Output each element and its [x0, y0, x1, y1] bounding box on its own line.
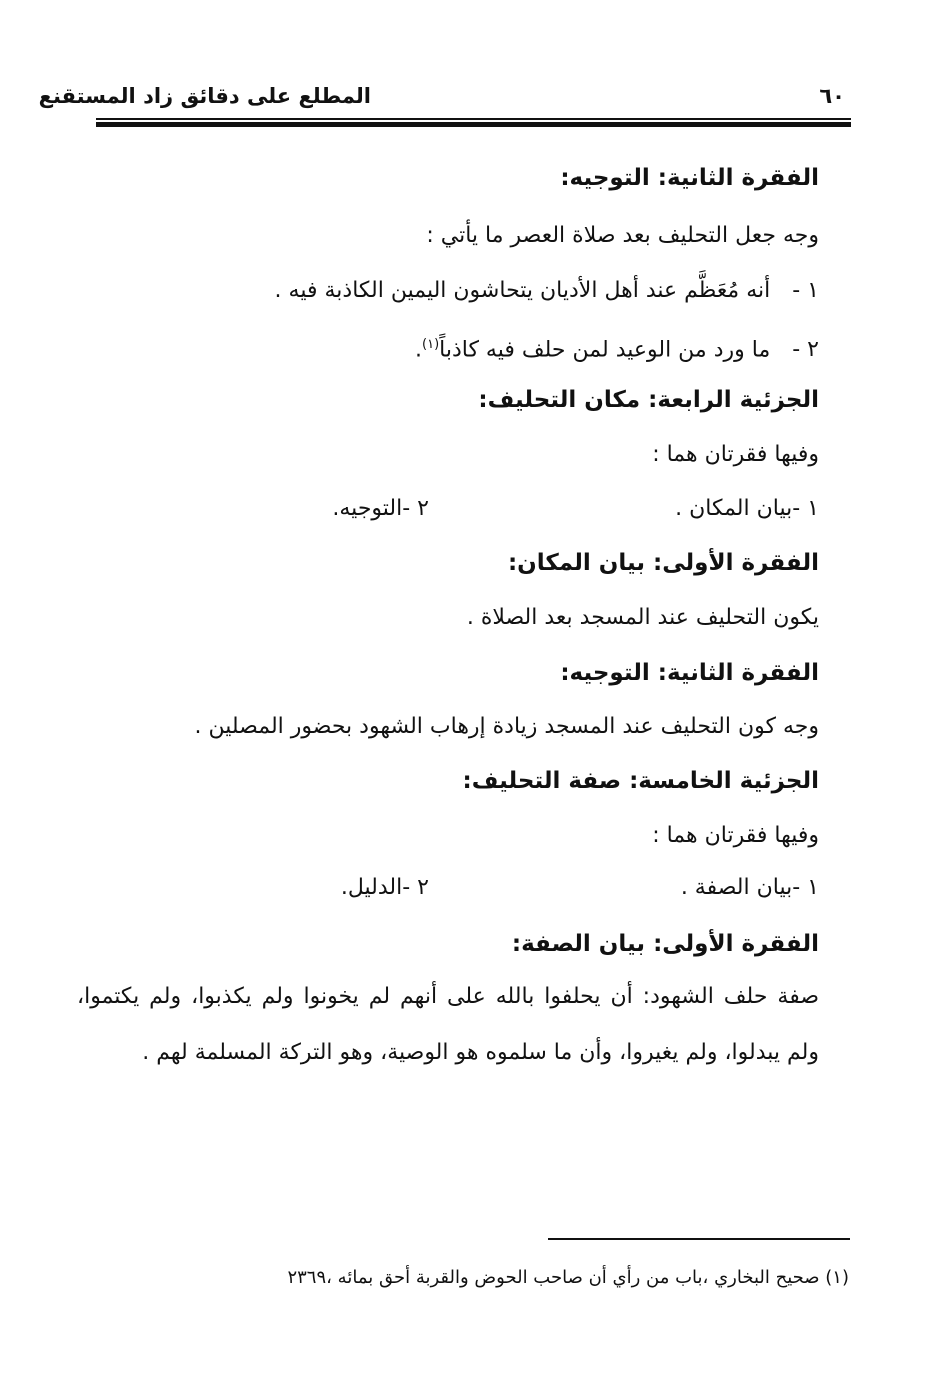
list-item: ١ -بيان الصفة .	[680, 875, 819, 900]
footnote: (١) صحيح البخاري ،باب من رأي أن صاحب الحوض والقربة أحق بمائه ،٢٣٦٩	[287, 1267, 849, 1288]
paragraph: وفيها فقرتان هما :	[652, 823, 819, 848]
list-item-text: أنه مُعَظَّم عند أهل الأديان يتحاشون اليمين الكاذبة فيه .	[274, 278, 771, 303]
section-heading: الجزئية الخامسة: صفة التحليف:	[462, 768, 819, 794]
section-heading: الفقرة الأولى: بيان الصفة:	[511, 931, 819, 957]
paragraph: وفيها فقرتان هما :	[652, 442, 819, 467]
list-item: ١ -بيان المكان .	[675, 496, 819, 521]
sentence-end: .	[415, 337, 422, 363]
paragraph: وجه جعل التحليف بعد صلاة العصر ما يأتي :	[426, 223, 819, 248]
paragraph: وجه كون التحليف عند المسجد زيادة إرهاب الشهود بحضور المصلين .	[194, 714, 819, 739]
section-heading: الفقرة الثانية: التوجيه:	[560, 660, 819, 686]
list-item	[415, 330, 819, 365]
list-item-number: ٢ -	[792, 337, 819, 363]
footnote-separator	[548, 1238, 850, 1240]
footnote-reference: (١)	[422, 337, 440, 352]
section-heading: الفقرة الثانية: التوجيه:	[560, 165, 819, 191]
paragraph: صفة حلف الشهود: أن يحلفوا بالله على أنهم لم يخونوا ولم يكذبوا، ولم يكتموا، ولم يبدلوا، ولم يغيروا، وأن ما سلموه هو الوصية، وهو التركة المسلمة لهم .	[77, 984, 819, 1065]
list-item	[275, 276, 819, 306]
list-item: ٢ -التوجيه.	[332, 496, 429, 521]
list-item-number: ١ -	[792, 278, 819, 303]
paragraph: يكون التحليف عند المسجد بعد الصلاة .	[466, 605, 819, 630]
running-header-title: المطلع على دقائق زاد المستقنع	[38, 84, 371, 108]
header-rule-thin	[96, 118, 851, 120]
list-item-text: ما ورد من الوعيد لمن حلف فيه كاذباً	[439, 337, 771, 363]
list-item: ٢ -الدليل.	[340, 875, 429, 900]
page-number: ٦٠	[819, 84, 845, 108]
section-heading: الفقرة الأولى: بيان المكان:	[507, 550, 819, 576]
section-heading: الجزئية الرابعة: مكان التحليف:	[478, 387, 819, 413]
header-rule-thick	[96, 122, 851, 127]
